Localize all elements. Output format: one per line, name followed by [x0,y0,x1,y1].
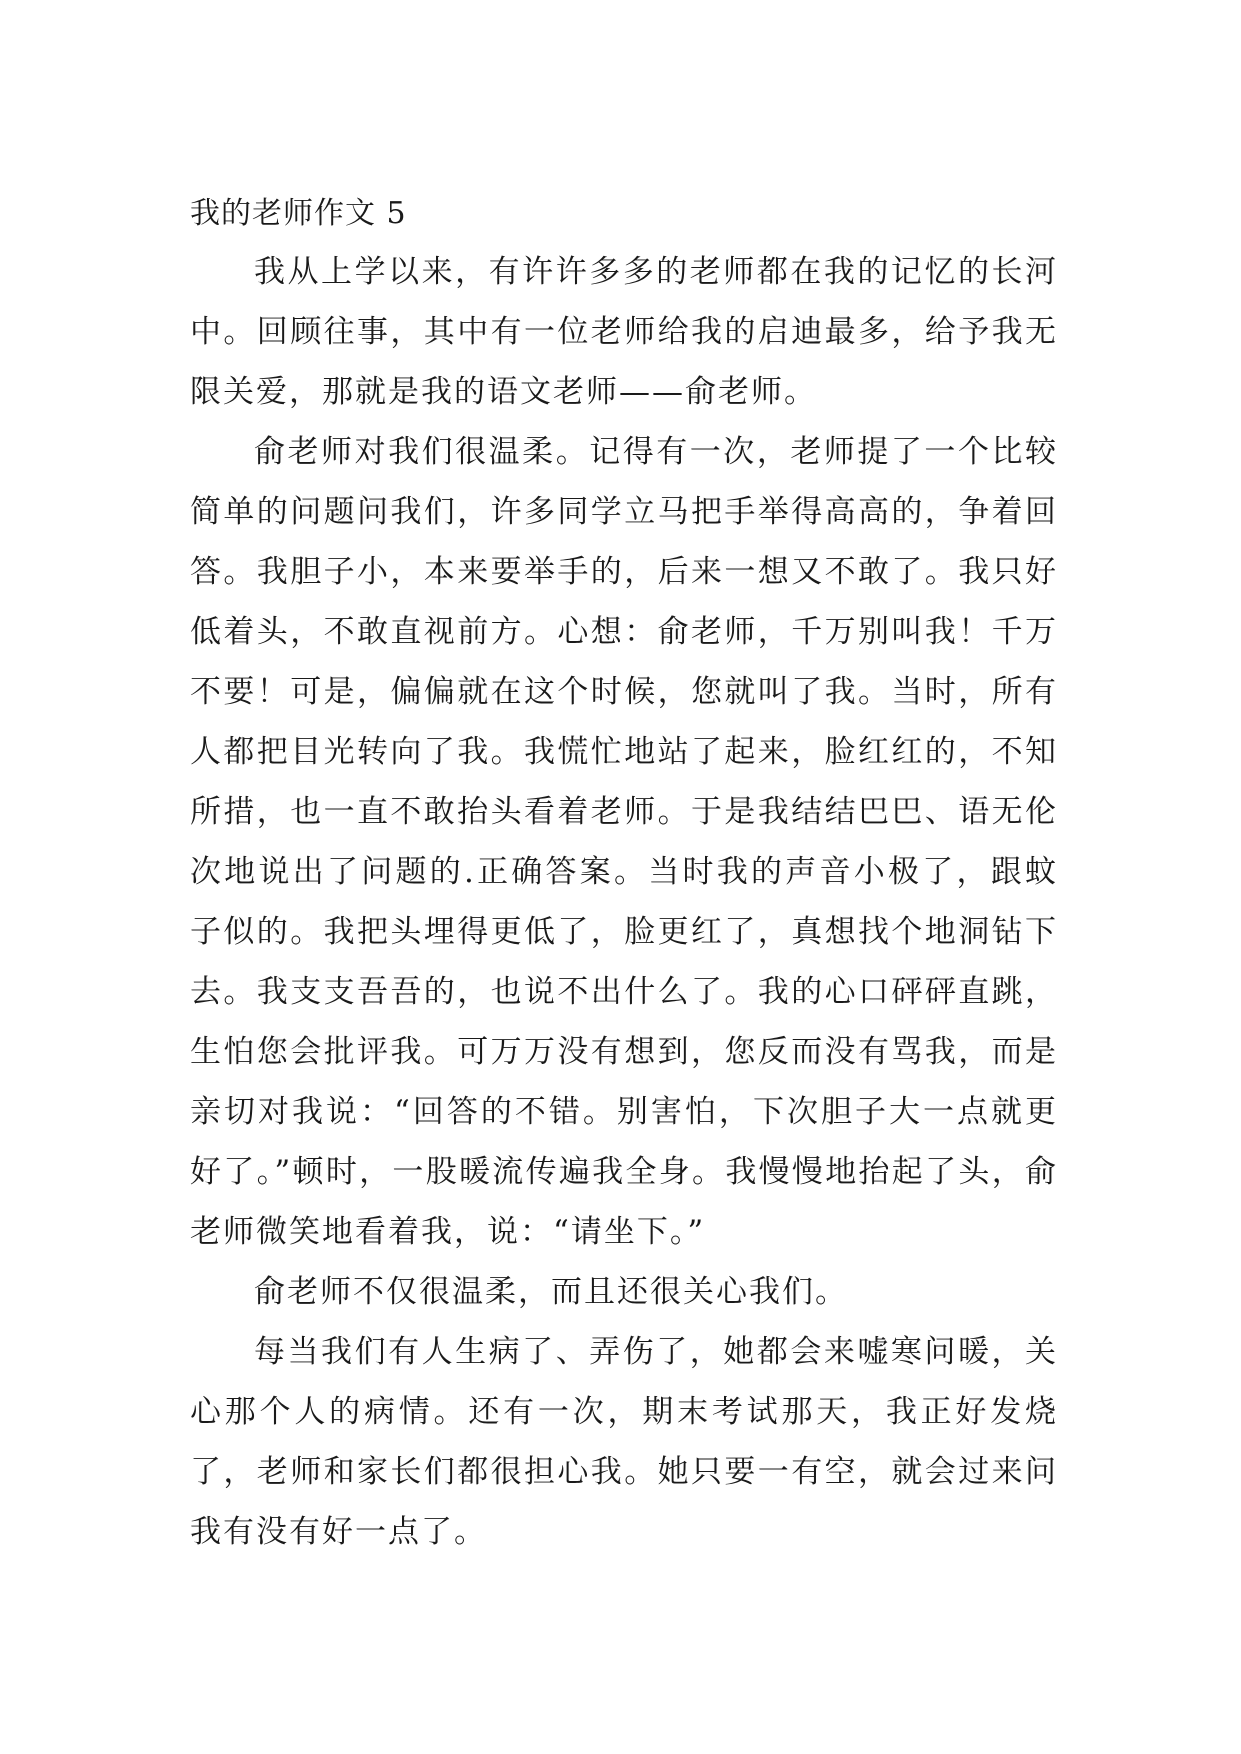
paragraph-4: 每当我们有人生病了、弄伤了，她都会来嘘寒问暖，关心那个人的病情。还有一次，期末考试那天，我正好发烧了，老师和家长们都很担心我。她只要一有空，就会过来问我有没有好一点了。 [190,1334,1058,1550]
document-title: 我的老师作文 5 [190,196,407,231]
paragraph-3: 俞老师不仅很温柔，而且还很关心我们。 [254,1274,848,1310]
paragraph-1: 我从上学以来，有许许多多的老师都在我的记忆的长河中。回顾往事，其中有一位老师给我的启迪最多，给予我无限关爱，那就是我的语文老师——俞老师。 [190,254,1058,410]
document-page [190,192,1058,1562]
paragraph-2: 俞老师对我们很温柔。记得有一次，老师提了一个比较简单的问题问我们，许多同学立马把手举得高高的，争着回答。我胆子小，本来要举手的，后来一想又不敢了。我只好低着头，不敢直视前方。心想：俞老师，千万别叫我！千万不要！可是，偏偏就在这个时候，您就叫了我。当时，所有人都把目光转向了我。我慌忙地站了起来，脸红红的，不知所措，也一直不敢抬头看着老师。于是我结结巴巴、语无伦次地说出了问题的.正确答案。当时我的声音小极了，跟蚊子似的。我把头埋得更低了，脸更红了，真想找个地洞钻下去。我支支吾吾的，也说不出什么了。我的心口砰砰直跳，生怕您会批评我。可万万没有想到，您反而没有骂我，而是亲切对我说：“回答的不错。别害怕，下次胆子大一点就更好了。”顿时，一股暖流传遍我全身。我慢慢地抬起了头，俞老师微笑地看着我，说：“请坐下。” [190,434,1058,1250]
